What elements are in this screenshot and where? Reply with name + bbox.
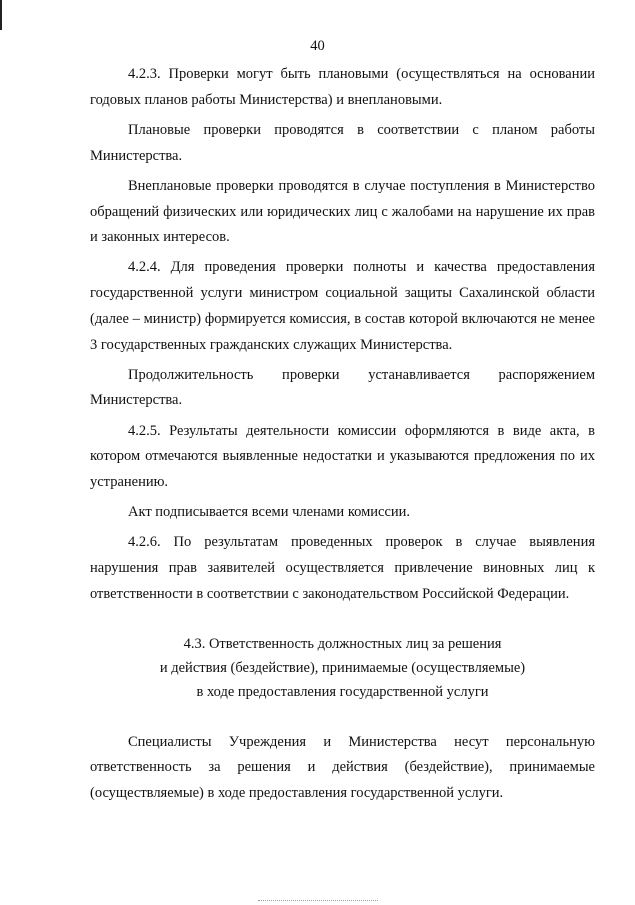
paragraph-responsibility: Специалисты Учреждения и Министерства несут персональную ответственность за решения и действия (бездействие), принимаемые (осуществляемые) в ходе предоставления государственной услуги. <box>90 733 595 801</box>
document-body <box>90 62 595 811</box>
heading-line: 4.3. Ответственность должностных лиц за решения <box>183 635 502 652</box>
heading-line: и действия (бездействие), принимаемые (осуществляемые) <box>159 659 526 676</box>
paragraph-planned-checks: Плановые проверки проводятся в соответствии с планом работы Министерства. <box>90 121 595 164</box>
section-heading-4-3 <box>90 632 595 704</box>
paragraph-4-2-6: 4.2.6. По результатам проведенных проверок в случае выявления нарушения прав заявителей осуществляется привлечение виновных лиц к ответственности в соответствии с законодательством Российской Федерации. <box>90 534 595 602</box>
paragraph-act-signing: Акт подписывается всеми членами комиссии. <box>128 504 411 521</box>
page-number: 40 <box>310 38 325 54</box>
paragraph-duration: Продолжительность проверки устанавливается распоряжением Министерства. <box>90 366 595 409</box>
paragraph-4-2-5: 4.2.5. Результаты деятельности комиссии оформляются в виде акта, в котором отмечаются выявленные недостатки и указываются предложения по их устранению. <box>90 422 595 491</box>
paragraph-4-2-3: 4.2.3. Проверки могут быть плановыми (осуществляться на основании годовых планов работы Министерства) и внеплановыми. <box>90 66 595 108</box>
heading-line: в ходе предоставления государственной услуги <box>196 683 489 700</box>
scan-artifact <box>258 900 378 903</box>
paragraph-unplanned-checks: Внеплановые проверки проводятся в случае поступления в Министерство обращений физических или юридических лиц с жалобами на нарушение их прав и законных интересов. <box>90 177 595 246</box>
paragraph-4-2-4: 4.2.4. Для проведения проверки полноты и качества предоставления государственной услуги министром социальной защиты Сахалинской области (далее – министр) формируется комиссия, в состав которой включаются не менее 3 государственных гражданских служащих Министерства. <box>90 259 595 353</box>
scan-edge-mark <box>0 0 2 30</box>
